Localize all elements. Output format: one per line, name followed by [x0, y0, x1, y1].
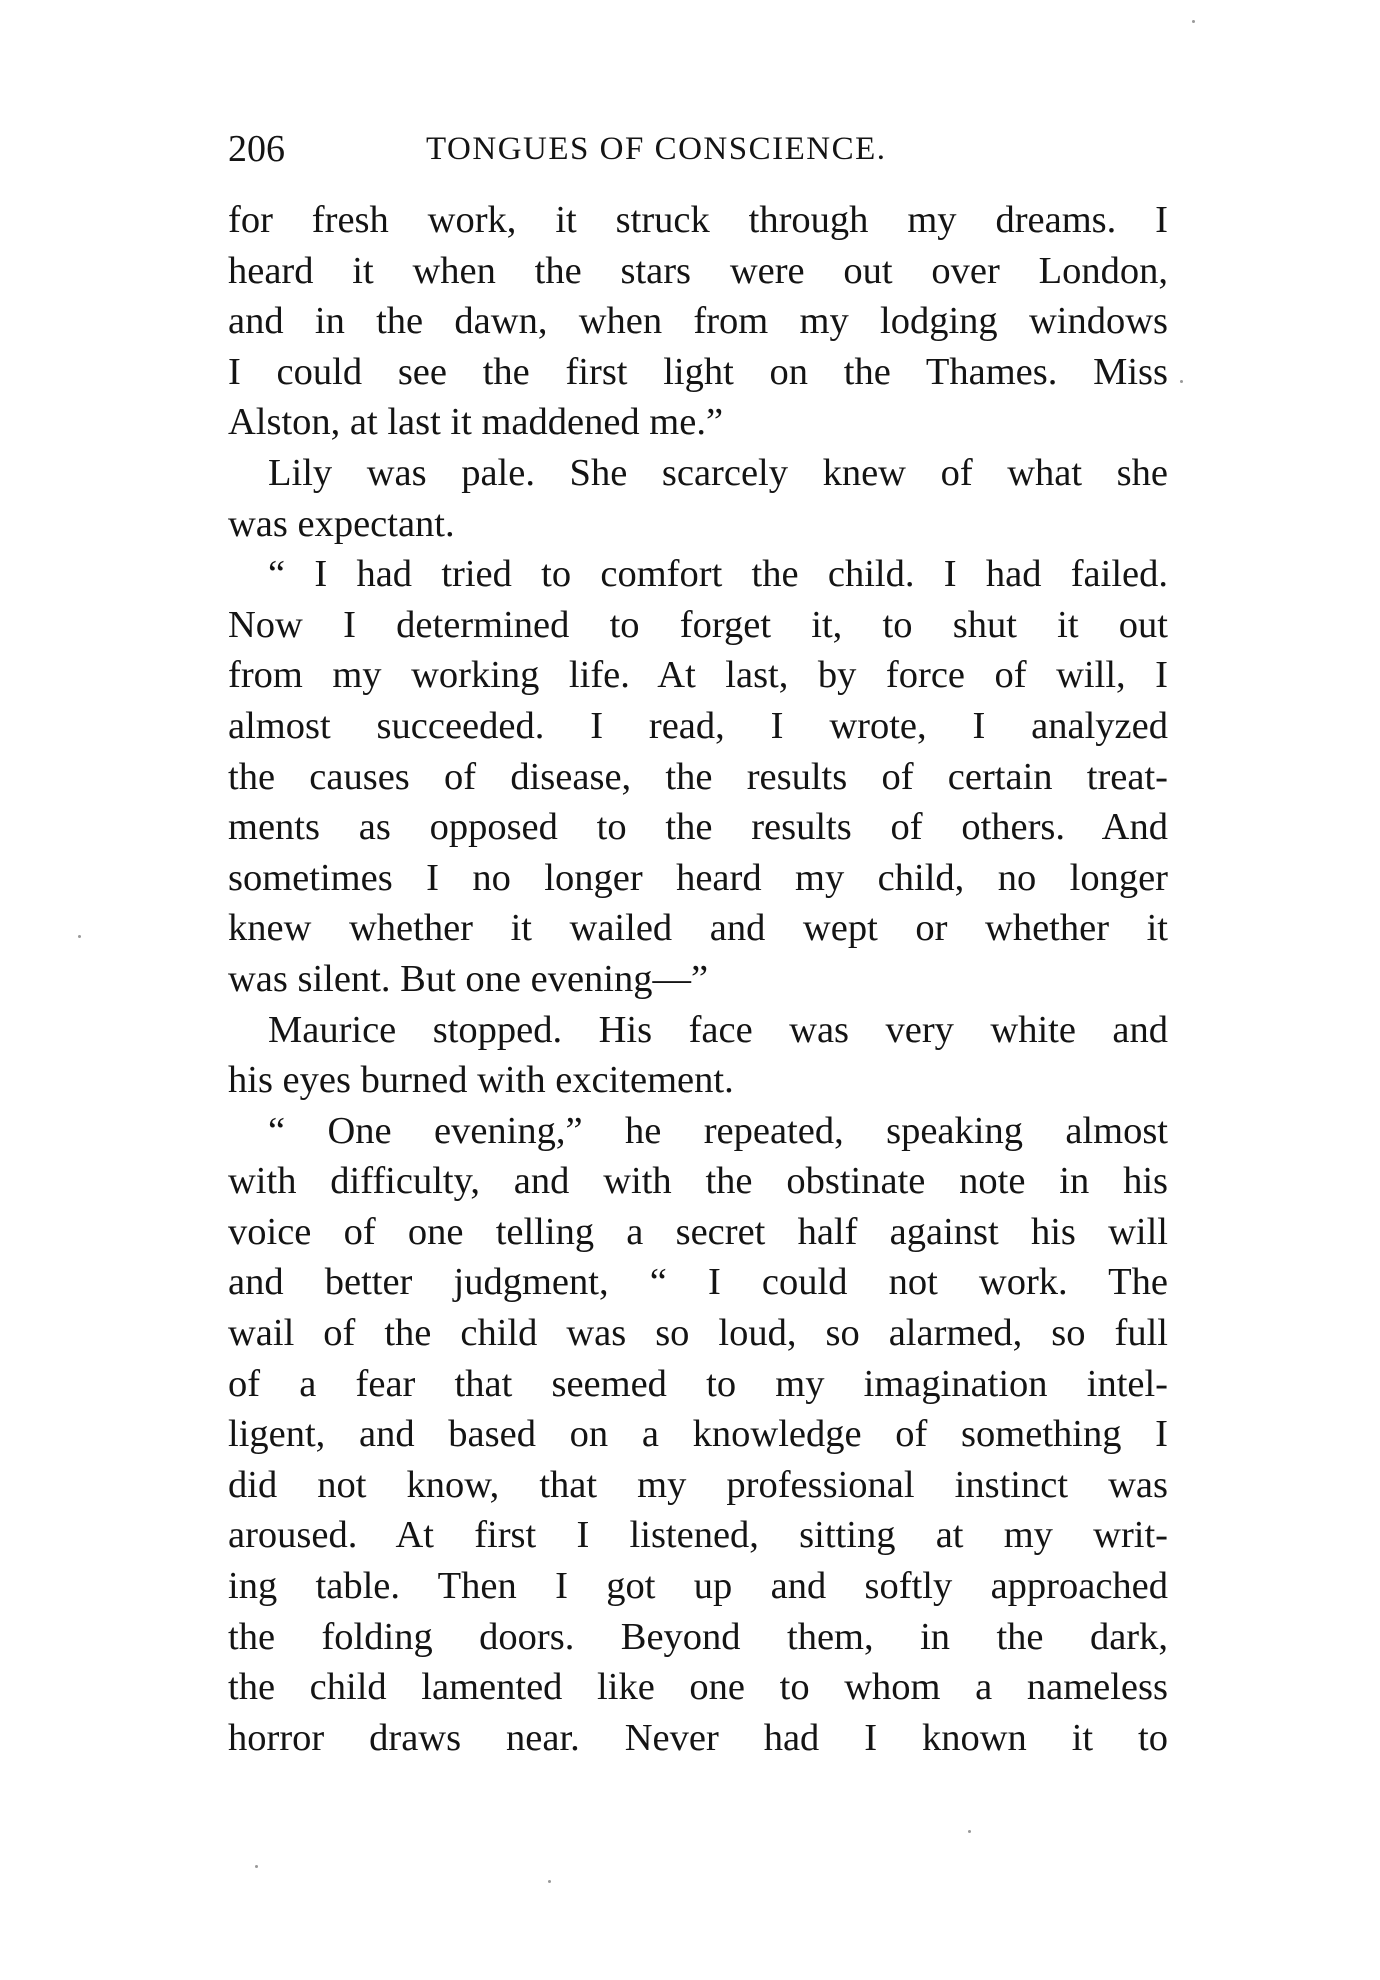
running-head	[228, 124, 973, 174]
text-line: I could see the first light on the Thames. Miss	[228, 350, 1168, 393]
scan-speck	[548, 1880, 551, 1883]
text-line: his eyes burned with excitement.	[228, 1059, 734, 1102]
text-line: wail of the child was so loud, so alarmed, so full	[228, 1312, 1168, 1355]
paragraph-start-line: Maurice stopped. His face was very white and	[268, 1008, 1168, 1051]
text-line: Now I determined to forget it, to shut it out	[228, 603, 1168, 646]
text-line: knew whether it wailed and wept or whether it	[228, 907, 1168, 950]
scan-speck	[968, 1830, 971, 1833]
text-line: the child lamented like one to whom a nameless	[228, 1666, 1168, 1709]
text-line: with difficulty, and with the obstinate note in his	[228, 1160, 1168, 1203]
text-line: ments as opposed to the results of others. And	[228, 806, 1168, 849]
paragraph-start-line: “ One evening,” he repeated, speaking almost	[268, 1109, 1168, 1152]
text-line: sometimes I no longer heard my child, no longer	[228, 856, 1168, 899]
text-line: did not know, that my professional instinct was	[228, 1463, 1168, 1506]
body-text	[228, 195, 1168, 1763]
running-title: TONGUES OF CONSCIENCE.	[426, 131, 887, 167]
text-line: was silent. But one evening—”	[228, 957, 709, 1000]
text-line: was expectant.	[228, 502, 455, 545]
scan-speck	[1180, 380, 1183, 383]
paragraph-start-line: “ I had tried to comfort the child. I had failed.	[268, 553, 1168, 596]
text-line: the folding doors. Beyond them, in the dark,	[228, 1615, 1168, 1658]
paragraph-start-line: Lily was pale. She scarcely knew of what she	[268, 451, 1168, 494]
page-number: 206	[228, 128, 285, 170]
scan-speck	[1192, 20, 1195, 23]
text-line: heard it when the stars were out over London,	[228, 249, 1168, 292]
text-line: ligent, and based on a knowledge of something I	[228, 1413, 1168, 1456]
text-line: ing table. Then I got up and softly approached	[228, 1565, 1168, 1608]
text-line: aroused. At first I listened, sitting at my writ-	[228, 1514, 1168, 1557]
text-line: the causes of disease, the results of certain treat-	[228, 755, 1168, 798]
text-line: and in the dawn, when from my lodging windows	[228, 300, 1168, 343]
text-line: from my working life. At last, by force of will, I	[228, 654, 1168, 697]
text-line: for fresh work, it struck through my dreams. I	[228, 199, 1168, 241]
text-line: and better judgment, “ I could not work. The	[228, 1261, 1168, 1304]
text-line: of a fear that seemed to my imagination intel-	[228, 1362, 1168, 1405]
text-line: almost succeeded. I read, I wrote, I analyzed	[228, 704, 1168, 747]
text-line: Alston, at last it maddened me.”	[228, 401, 724, 444]
scan-speck	[78, 935, 81, 938]
scan-speck	[255, 1865, 258, 1868]
text-line: horror draws near. Never had I known it to	[228, 1716, 1168, 1759]
text-line: voice of one telling a secret half against his will	[228, 1210, 1168, 1253]
